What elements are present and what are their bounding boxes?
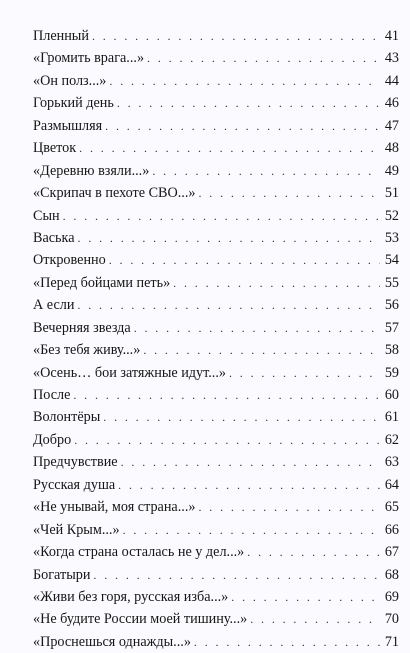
toc-entry-title: Цветок bbox=[33, 140, 77, 157]
toc-entry-page-number: 48 bbox=[384, 140, 399, 157]
toc-entry-page-number: 71 bbox=[384, 633, 399, 650]
dot-leader bbox=[74, 429, 380, 451]
toc-entry-page-number: 53 bbox=[384, 229, 399, 246]
toc-entry bbox=[33, 586, 399, 608]
dot-leader bbox=[229, 362, 380, 384]
toc-entry bbox=[33, 339, 399, 361]
toc-entry bbox=[33, 227, 399, 249]
toc-entry-page-number: 58 bbox=[384, 342, 399, 359]
toc-entry bbox=[33, 294, 399, 316]
toc-entry-page-number: 51 bbox=[384, 185, 399, 202]
toc-entry-page-number: 67 bbox=[384, 544, 399, 561]
toc-entry bbox=[33, 474, 399, 496]
toc-entry-page-number: 68 bbox=[384, 566, 399, 583]
toc-entry bbox=[33, 564, 399, 586]
toc-entry-page-number: 63 bbox=[384, 454, 399, 471]
toc-entry-page-number: 57 bbox=[384, 319, 399, 336]
toc-entry-title: «Живи без горя, русская изба...» bbox=[33, 588, 229, 605]
toc-entry-title: Вечерняя звезда bbox=[33, 319, 131, 336]
toc-entry-title: «Громить врага...» bbox=[33, 50, 145, 67]
toc-entry-page-number: 69 bbox=[384, 588, 399, 605]
toc-entry bbox=[33, 137, 399, 159]
toc-entry-title: «Деревню взяли...» bbox=[33, 162, 150, 179]
toc-entry-title: Сын bbox=[33, 207, 60, 224]
toc-entry-page-number: 44 bbox=[384, 72, 399, 89]
toc-entry bbox=[33, 317, 399, 339]
toc-entry-title: «Чей Крым...» bbox=[33, 521, 120, 538]
toc-entry-title: Добро bbox=[33, 431, 72, 448]
dot-leader bbox=[173, 272, 380, 294]
toc-entry-page-number: 61 bbox=[384, 409, 399, 426]
dot-leader bbox=[123, 519, 380, 541]
toc-entry-page-number: 46 bbox=[384, 95, 399, 112]
dot-leader bbox=[134, 317, 380, 339]
toc-entry-page-number: 52 bbox=[384, 207, 399, 224]
toc-entry-title: Горький день bbox=[33, 95, 114, 112]
dot-leader bbox=[109, 249, 380, 271]
toc-entry bbox=[33, 406, 399, 428]
toc-entry-title: «Не будите России моей тишину...» bbox=[33, 611, 248, 628]
toc-entry-title: А если bbox=[33, 297, 75, 314]
toc-entry bbox=[33, 70, 399, 92]
toc-entry-title: «Проснешься однажды...» bbox=[33, 633, 191, 650]
toc-entry-title: «Перед бойцами петь» bbox=[33, 274, 171, 291]
toc-entry bbox=[33, 631, 399, 653]
toc-entry-page-number: 54 bbox=[384, 252, 399, 269]
toc-entry-title: Васька bbox=[33, 229, 75, 246]
dot-leader bbox=[152, 160, 380, 182]
toc-entry-page-number: 56 bbox=[384, 297, 399, 314]
toc-entry bbox=[33, 541, 399, 563]
dot-leader bbox=[73, 384, 380, 406]
dot-leader bbox=[93, 564, 380, 586]
toc-entry bbox=[33, 451, 399, 473]
toc-entry-title: «Он полз...» bbox=[33, 72, 107, 89]
dot-leader bbox=[79, 137, 380, 159]
dot-leader bbox=[121, 451, 380, 473]
toc-entry-title: «Скрипач в пехоте СВО...» bbox=[33, 185, 196, 202]
toc-entry-page-number: 49 bbox=[384, 162, 399, 179]
toc-entry bbox=[33, 272, 399, 294]
toc-entry-page-number: 62 bbox=[384, 431, 399, 448]
toc-entry bbox=[33, 384, 399, 406]
toc-entry-page-number: 65 bbox=[384, 499, 399, 516]
dot-leader bbox=[63, 205, 380, 227]
toc-entry-page-number: 41 bbox=[384, 28, 399, 44]
toc-entry-page-number: 47 bbox=[384, 117, 399, 134]
toc-entry bbox=[33, 608, 399, 630]
table-of-contents bbox=[33, 25, 399, 653]
toc-entry bbox=[33, 429, 399, 451]
toc-entry bbox=[33, 25, 399, 47]
toc-entry-page-number: 59 bbox=[384, 364, 399, 381]
toc-entry bbox=[33, 182, 399, 204]
dot-leader bbox=[103, 406, 380, 428]
toc-entry-title: Пленный bbox=[33, 28, 89, 44]
toc-entry-title: «Осень… бои затяжные идут...» bbox=[33, 364, 226, 381]
toc-entry-title: Русская душа bbox=[33, 476, 116, 493]
dot-leader bbox=[109, 70, 380, 92]
dot-leader bbox=[105, 115, 380, 137]
toc-entry bbox=[33, 160, 399, 182]
dot-leader bbox=[117, 92, 380, 114]
toc-entry-page-number: 60 bbox=[384, 387, 399, 403]
toc-entry-title: «Не унывай, моя страна...» bbox=[33, 499, 196, 516]
toc-entry-title: Предчувствие bbox=[33, 454, 118, 471]
toc-entry bbox=[33, 519, 399, 541]
toc-entry-title: После bbox=[33, 387, 71, 403]
toc-entry bbox=[33, 92, 399, 114]
toc-entry-page-number: 66 bbox=[384, 521, 399, 538]
dot-leader bbox=[231, 586, 380, 608]
toc-entry-title: «Когда страна осталась не у дел...» bbox=[33, 544, 245, 561]
toc-entry-page-number: 43 bbox=[384, 50, 399, 67]
dot-leader bbox=[194, 631, 380, 653]
toc-entry bbox=[33, 249, 399, 271]
dot-leader bbox=[92, 25, 380, 47]
dot-leader bbox=[250, 608, 380, 630]
toc-entry-title: Волонтёры bbox=[33, 409, 101, 426]
dot-leader bbox=[118, 474, 380, 496]
toc-entry bbox=[33, 47, 399, 69]
toc-entry-title: «Без тебя живу...» bbox=[33, 342, 141, 359]
toc-entry bbox=[33, 115, 399, 137]
dot-leader bbox=[77, 294, 380, 316]
toc-entry-title: Богатыри bbox=[33, 566, 91, 583]
dot-leader bbox=[247, 541, 380, 563]
toc-entry-page-number: 55 bbox=[384, 274, 399, 291]
dot-leader bbox=[147, 47, 380, 69]
toc-entry bbox=[33, 205, 399, 227]
toc-entry-title: Размышляя bbox=[33, 117, 103, 134]
toc-entry bbox=[33, 362, 399, 384]
toc-entry-page-number: 64 bbox=[384, 476, 399, 493]
toc-entry-page-number: 70 bbox=[384, 611, 399, 628]
toc-entry-title: Откровенно bbox=[33, 252, 106, 269]
toc-entry bbox=[33, 496, 399, 518]
dot-leader bbox=[199, 182, 381, 204]
dot-leader bbox=[198, 496, 380, 518]
dot-leader bbox=[78, 227, 380, 249]
dot-leader bbox=[143, 339, 380, 361]
